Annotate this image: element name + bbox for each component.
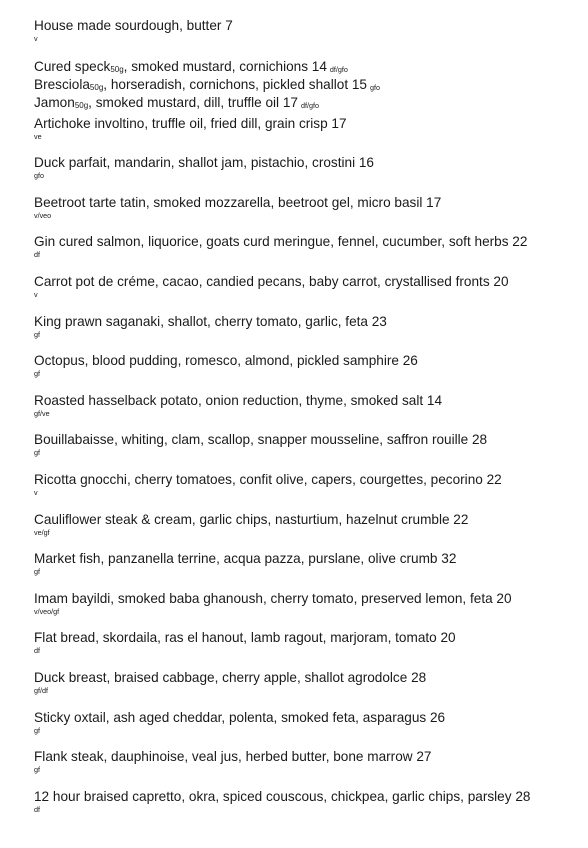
charcuterie-description: , horseradish, cornichons, pickled shallot 15	[103, 76, 367, 92]
menu-item-name: Gin cured salmon, liquorice, goats curd meringue, fennel, cucumber, soft herbs 22	[34, 234, 528, 250]
charcuterie-item	[34, 58, 574, 76]
charcuterie-weight: 50g	[89, 82, 104, 92]
charcuterie-description: , smoked mustard, dill, truffle oil 17	[88, 94, 298, 110]
dietary-tag: gf/df	[34, 685, 48, 695]
menu-item-name: Carrot pot de créme, cacao, candied pecans, baby carrot, crystallised fronts 20	[34, 273, 509, 289]
dietary-tag: v/veo/gf	[34, 606, 60, 616]
dietary-tag: v	[34, 34, 38, 43]
menu-item-name: Cauliflower steak & cream, garlic chips, nasturtium, hazelnut crumble 22	[34, 511, 469, 527]
dietary-tag: ve	[34, 131, 42, 141]
menu-item	[34, 472, 574, 512]
charcuterie-name: Jamon	[34, 94, 75, 110]
dietary-tag: gf	[34, 448, 40, 458]
menu-item-name: Artichoke involtino, truffle oil, fried dill, grain crisp 17	[34, 115, 347, 131]
dietary-tag: v	[34, 487, 38, 497]
dietary-tag: gf	[34, 329, 40, 339]
charcuterie-weight: 50g	[74, 100, 89, 110]
dietary-tag: df	[34, 250, 40, 260]
menu-item	[34, 155, 574, 195]
charcuterie-item	[34, 94, 574, 112]
dietary-tag: gfo	[370, 82, 380, 92]
menu-item	[34, 18, 574, 58]
menu-item	[34, 353, 574, 393]
menu-item	[34, 710, 574, 750]
dietary-tag: gf	[34, 567, 40, 577]
menu-item	[34, 314, 574, 354]
dietary-tag: v	[34, 289, 38, 299]
menu-item-name: Sticky oxtail, ash aged cheddar, polenta, smoked feta, asparagus 26	[34, 709, 446, 725]
menu-item-name: Roasted hasselback potato, onion reduction, thyme, smoked salt 14	[34, 392, 443, 408]
menu-item	[34, 432, 574, 472]
menu-item-name: Duck parfait, mandarin, shallot jam, pistachio, crostini 16	[34, 155, 374, 171]
charcuterie-group	[34, 58, 574, 116]
menu-item-name: Flat bread, skordaila, ras el hanout, lamb ragout, marjoram, tomato 20	[34, 630, 456, 646]
menu-item	[34, 551, 574, 591]
dietary-tag: df	[34, 804, 40, 814]
charcuterie-name: Bresciola	[34, 76, 90, 92]
charcuterie-name: Cured speck	[34, 58, 111, 74]
dietary-tag: gfo	[34, 171, 44, 181]
menu-item-name: Octopus, blood pudding, romesco, almond, pickled samphire 26	[34, 353, 418, 369]
menu-item	[34, 116, 574, 156]
dietary-tag: df/gfo	[329, 64, 348, 74]
menu-item	[34, 591, 574, 631]
menu-item	[34, 670, 574, 710]
menu-item-name: Bouillabaisse, whiting, clam, scallop, snapper mousseline, saffron rouille 28	[34, 432, 488, 448]
dietary-tag: v/veo	[34, 210, 52, 220]
menu-item	[34, 789, 574, 829]
menu-item-name: Ricotta gnocchi, cherry tomatoes, confit olive, capers, courgettes, pecorino 22	[34, 471, 502, 487]
dietary-tag: df/gfo	[300, 100, 319, 110]
menu-item	[34, 274, 574, 314]
menu-item	[34, 393, 574, 433]
menu-item	[34, 512, 574, 552]
charcuterie-weight: 50g	[110, 64, 124, 74]
menu-list	[34, 18, 574, 828]
menu-item-name: Market fish, panzanella terrine, acqua pazza, purslane, olive crumb 32	[34, 551, 457, 567]
menu-item	[34, 234, 574, 274]
dietary-tag: ve/gf	[34, 527, 50, 537]
charcuterie-item	[34, 76, 574, 94]
menu-item-name: House made sourdough, butter 7	[34, 18, 233, 33]
menu-item-name: King prawn saganaki, shallot, cherry tomato, garlic, feta 23	[34, 313, 387, 329]
menu-item-name: Duck breast, braised cabbage, cherry apple, shallot agrodolce 28	[34, 669, 427, 685]
menu-item	[34, 749, 574, 789]
menu-item	[34, 630, 574, 670]
dietary-tag: gf	[34, 369, 40, 379]
menu-item-name: Beetroot tarte tatin, smoked mozzarella, beetroot gel, micro basil 17	[34, 194, 442, 210]
dietary-tag: gf	[34, 765, 40, 775]
menu-item-name: Flank steak, dauphinoise, veal jus, herbed butter, bone marrow 27	[34, 749, 432, 765]
dietary-tag: df	[34, 646, 40, 656]
dietary-tag: gf	[34, 725, 40, 735]
menu-item-name: 12 hour braised capretto, okra, spiced couscous, chickpea, garlic chips, parsley 28	[34, 788, 531, 804]
menu-item-name: Imam bayildi, smoked baba ghanoush, cherry tomato, preserved lemon, feta 20	[34, 590, 512, 606]
menu-item	[34, 195, 574, 235]
charcuterie-description: , smoked mustard, cornichions 14	[123, 58, 327, 74]
dietary-tag: gf/ve	[34, 408, 50, 418]
